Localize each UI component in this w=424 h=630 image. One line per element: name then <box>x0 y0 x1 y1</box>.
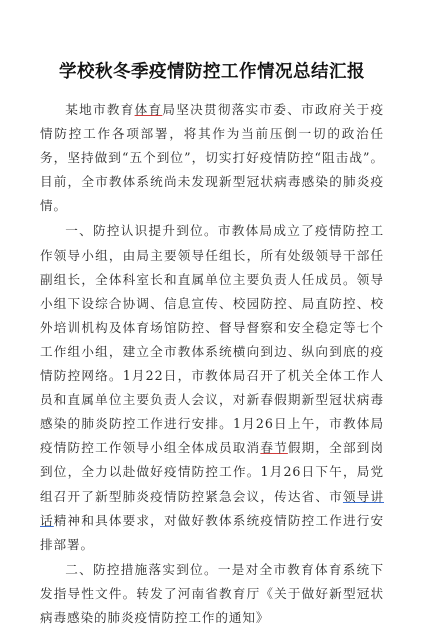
underlined-term: 体育 <box>134 102 163 117</box>
underlined-term: 领导讲话 <box>40 488 384 528</box>
document-body <box>40 98 384 630</box>
paragraph-text: 二、防控措施落实到位。一是对全市教育体育系统下发指导性文件。转发了河南省教育厅《关于做好新型冠状病毒感染的肺炎疫情防控工作的通知》 <box>40 561 384 625</box>
paragraph-text: 一、防控认识提升到位。市教体局成立了疫情防控工作领导小组，由局主要领导任组长，所有处级领导干部任副组长，全体科室长和直属单位主要负责人任成员。领导小组下设综合协调、信息宣传、校园防控、局直防控、校外培训机构及体育场馆防控、督导督察和安全稳定等七个工作组小组，建立全市教体系统横向到边、纵向到底的疫情防控网络。1月22日，市教体局召开了机关全体工作人员和直属单位主要负责人会议，对新春假期新型冠状病毒感染的肺炎防控工作进行安排。1月26日上午，市教体局疫情防控工作领导小组全体成员取消 <box>40 223 384 456</box>
paragraph <box>40 98 384 218</box>
paragraph-text: 某地市教育 <box>65 102 135 117</box>
underlined-term: 春节 <box>260 440 288 456</box>
paragraph <box>40 558 384 630</box>
paragraph-text: 局坚决贯彻落实市委、市政府关于疫情防控工作各项部署，将其作为当前压倒一切的政治任务，坚持做到“五个到位”，切实打好疫情防控“阻击战”。目前，全市教体系统尚未发现新型冠状病毒感染的肺炎疫情。 <box>40 102 384 214</box>
document-title: 学校秋冬季疫情防控工作情况总结汇报 <box>59 62 365 82</box>
paragraph <box>40 219 384 556</box>
paragraph-text: 精神和具体要求，对做好教体系统疫情防控工作进行安排部署。 <box>40 512 384 552</box>
paragraph-text: 假期，全部到岗到位，全力以赴做好疫情防控工作。1月26日下午，局党组召开了新型肺炎疫情防控紧急会议，传达省、市 <box>40 440 384 504</box>
